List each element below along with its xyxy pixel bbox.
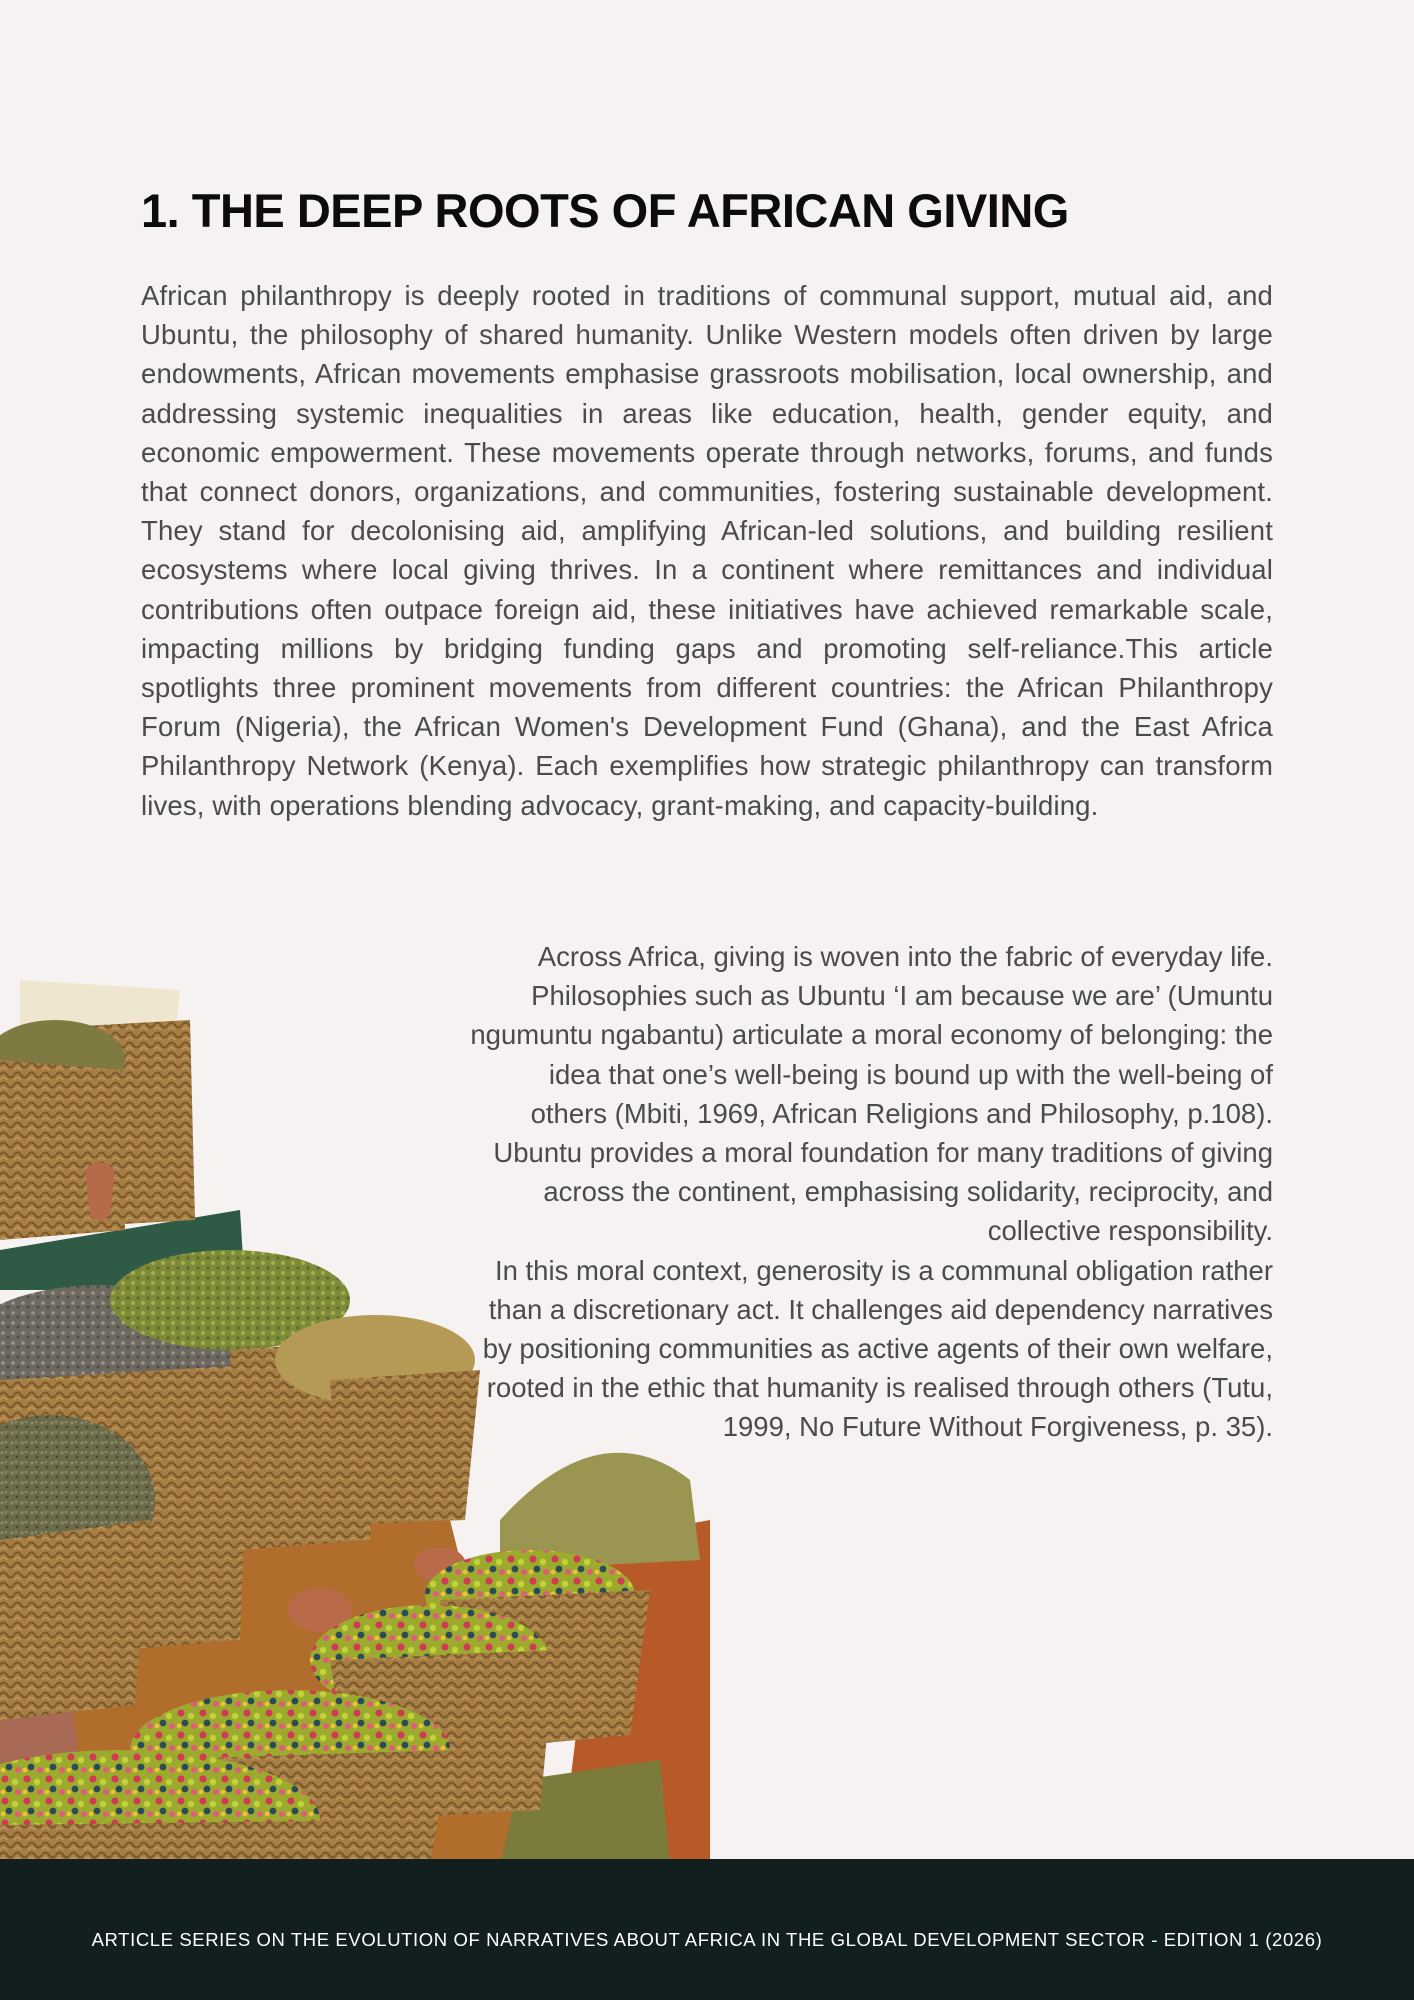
ubuntu-paragraph-part-2: In this moral context, generosity is a communal obligation rather than a discretionary act. It challenges aid dependency narratives by positioning communities as active agents of their own welfare, rooted in the ethic that humanity is realised through others (Tutu, 1999, No Future Without Forgiveness, p. 35). [482,1254,1273,1443]
section-title: 1. THE DEEP ROOTS OF AFRICAN GIVING [141,184,1069,237]
footer-series-text: ARTICLE SERIES ON THE EVOLUTION OF NARRATIVES ABOUT AFRICA IN THE GLOBAL DEVELOPMENT SECTOR - EDITION 1 (2026) [91,1928,1323,1950]
footer-bar [0,1859,1414,2000]
ubuntu-paragraph [470,937,1273,1447]
ubuntu-paragraph-part-1: Across Africa, giving is woven into the fabric of everyday life. Philosophies such as Ubuntu ‘I am because we are’ (Umuntu ngumuntu ngabantu) articulate a moral economy of belonging: the idea that one’s well-being is bound up with the well-being of others (Mbiti, 1969, African Religions and Philosophy, p.108). Ubuntu provides a moral foundation for many traditions of giving across the continent, emphasising solidarity, reciprocity, and collective responsibility. [470,941,1273,1247]
intro-paragraph: African philanthropy is deeply rooted in traditions of communal support, mutual aid, and Ubuntu, the philosophy of shared humanity. Unlike Western models often driven by large endowments, African movements emphasise grassroots mobilisation, local ownership, and addressing systemic inequalities in areas like education, health, gender equity, and economic empowerment. These movements operate through networks, forums, and funds that connect donors, organizations, and communities, fostering sustainable development. They stand for decolonising aid, amplifying African-led solutions, and building resilient ecosystems where local giving thrives. In a continent where remittances and individual contributions often outpace foreign aid, these initiatives have achieved remarkable scale, impacting millions by bridging funding gaps and promoting self-reliance.This article spotlights three prominent movements from different countries: the African Philanthropy Forum (Nigeria), the African Women's Development Fund (Ghana), and the East Africa Philanthropy Network (Kenya). Each exemplifies how strategic philanthropy can transform lives, with operations blending advocacy, grant-making, and capacity-building. [141,280,1273,821]
